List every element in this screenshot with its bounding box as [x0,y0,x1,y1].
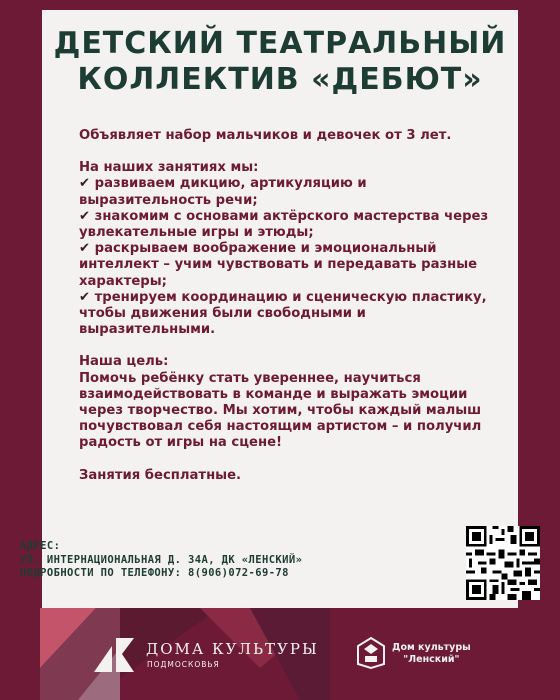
classes-heading: На наших занятиях мы: [79,160,259,176]
check-icon: ✔ [79,289,91,305]
poster-card [42,10,518,608]
phone-text: ПОДРОБНОСТИ ПО ТЕЛЕФОНУ: 8(906)072-69-78 [20,567,289,579]
class-item: ✔ развиваем дикцию, артикуляцию и выразительность речи; [79,176,367,208]
class-item: ✔ раскрываем воображение и эмоциональный интеллект – учим чувствовать и передавать разные характеры; [79,241,478,289]
qr-code-icon[interactable] [466,526,540,600]
intro-text: Объявляет набор мальчиков и девочек от 3 лет. [79,128,452,143]
lensky-logo-icon [354,636,388,670]
dk-logo-subtitle: ПОДМОСКОВЬЯ [147,660,220,669]
check-icon: ✔ [79,176,91,192]
free-note: Занятия бесплатные. [79,467,242,483]
class-item: ✔ тренируем координацию и сценическую пластику, чтобы движения были свободными и выразительными. [79,289,487,338]
address-label: АДРЕС: [20,540,61,552]
title-line-2: КОЛЛЕКТИВ «ДЕБЮТ» [77,62,483,97]
dk-podmoskovya-logo [92,634,136,674]
goal-text: Помочь ребёнку стать увереннее, научиться взаимодействовать в команде и выражать эмоции через творчество. Мы хотим, чтобы каждый малыш почувствовал себя настоящим артистом – и получил радость от игры на сцене! [79,370,482,451]
poster-body [79,128,499,484]
goal-heading: Наша цель: [79,354,169,370]
contact-info [20,540,302,581]
class-item: ✔ знакомим с основами актёрского мастерства через увлекательные игры и этюды; [79,208,489,241]
dk-logo-title: ДОМА КУЛЬТУРЫ [146,640,319,658]
title-line-1: ДЕТСКИЙ ТЕАТРАЛЬНЫЙ [53,26,507,61]
check-icon: ✔ [79,208,91,224]
poster-title [42,26,518,98]
check-icon: ✔ [79,241,91,257]
address-text: УЛ. ИНТЕРНАЦИОНАЛЬНАЯ Д. 34А, ДК «ЛЕНСКИЙ» [20,553,303,566]
lensky-logo-text: Дом культуры "Ленский" [392,642,471,665]
